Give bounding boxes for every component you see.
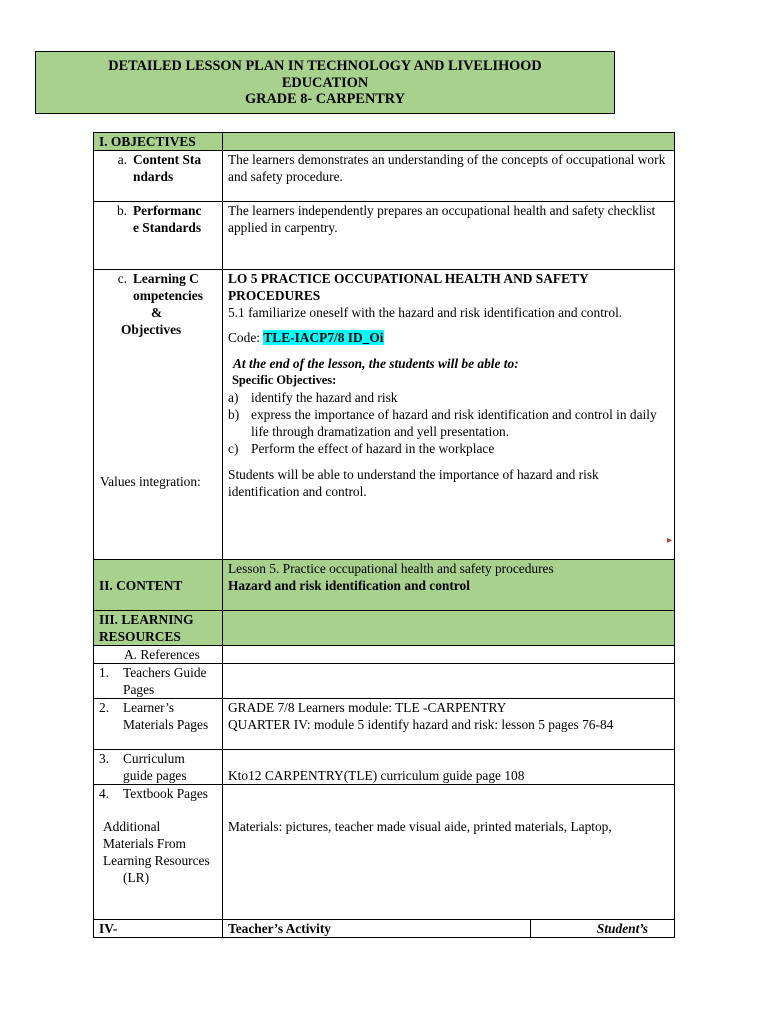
curriculum-guide-row: 3. Curriculum guide pages Kto12 CARPENTRY(TLE) curriculum guide page 108 bbox=[94, 750, 675, 785]
textbook-label: Textbook Pages bbox=[123, 786, 208, 801]
content-standards-num: a. bbox=[117, 152, 127, 167]
curriculum-guide-label: Curriculum guide pages bbox=[123, 751, 187, 783]
competencies-amp: & bbox=[151, 305, 163, 320]
code-value: TLE-IACP7/8 ID_Oi bbox=[263, 330, 384, 345]
objective-item-b: b) express the importance of hazard and risk identification and control in daily life through dramatization and yell presentation. bbox=[228, 407, 657, 439]
title-line-3: GRADE 8- CARPENTRY bbox=[245, 91, 405, 107]
learners-materials-label: Learner’s Materials Pages bbox=[123, 700, 209, 732]
curriculum-guide-text: Kto12 CARPENTRY(TLE) curriculum guide page 108 bbox=[223, 750, 675, 785]
objective-item-a: a) identify the hazard and risk bbox=[228, 390, 398, 405]
materials-text: Materials: pictures, teacher made visual aide, printed materials, Laptop, bbox=[228, 819, 612, 834]
performance-standards-text: The learners independently prepares an occupational health and safety checklist applied in carpentry. bbox=[223, 202, 675, 270]
code-label: Code: bbox=[228, 330, 264, 345]
teachers-guide-label: Teachers Guide Pages bbox=[123, 665, 207, 697]
lr-label: (LR) bbox=[123, 870, 150, 885]
lesson-plan-table bbox=[93, 132, 675, 938]
procedure-header-row bbox=[94, 920, 675, 938]
competencies-num: c. bbox=[117, 271, 127, 286]
learners-materials-text-2: QUARTER IV: module 5 identify hazard and risk: lesson 5 pages 76-84 bbox=[228, 717, 614, 732]
teacher-activity-heading: Teacher’s Activity bbox=[223, 920, 531, 938]
student-activity-heading: Student’s bbox=[531, 920, 675, 938]
title-line-2: EDUCATION bbox=[281, 74, 369, 91]
performance-standards-label: Performance Standards bbox=[133, 203, 202, 235]
resources-heading: III. LEARNING RESOURCES bbox=[94, 611, 223, 646]
references-row bbox=[94, 646, 675, 664]
references-label: A. References bbox=[94, 646, 223, 664]
edge-marker-icon: ▸ bbox=[667, 535, 673, 546]
title-line-1: DETAILED LESSON PLAN IN TECHNOLOGY AND LIVELIHOOD bbox=[108, 58, 542, 74]
objectives-header-row bbox=[94, 133, 675, 151]
competencies-row bbox=[94, 270, 675, 560]
performance-standards-num: b. bbox=[116, 203, 127, 218]
content-topic: Hazard and risk identification and control bbox=[228, 578, 470, 593]
content-standards-label: Content Standards bbox=[133, 152, 202, 184]
additional-materials-label: Additional Materials From Learning Resources bbox=[103, 819, 210, 868]
competencies-objectives-label: Objectives bbox=[121, 322, 182, 337]
content-lesson: Lesson 5. Practice occupational health and safety procedures bbox=[228, 561, 554, 576]
content-standards-row bbox=[94, 151, 675, 202]
objective-item-c: c) Perform the effect of hazard in the workplace bbox=[228, 441, 495, 456]
end-of-lesson-text: At the end of the lesson, the students will be able to: bbox=[233, 356, 519, 371]
code-line bbox=[228, 329, 669, 346]
lo-item: 5.1 familiarize oneself with the hazard and risk identification and control. bbox=[228, 305, 623, 320]
learners-materials-text-1: GRADE 7/8 Learners module: TLE -CARPENTRY bbox=[228, 700, 507, 715]
objectives-heading: I. OBJECTIVES bbox=[94, 133, 223, 151]
values-integration-text: Students will be able to understand the importance of hazard and risk identification and control. bbox=[228, 467, 599, 499]
values-integration-label: Values integration: bbox=[100, 474, 201, 489]
performance-standards-row bbox=[94, 202, 675, 270]
lo-title: LO 5 PRACTICE OCCUPATIONAL HEALTH AND SAFETY PROCEDURES bbox=[228, 271, 589, 303]
document-title bbox=[35, 51, 615, 114]
specific-objectives-label: Specific Objectives: bbox=[232, 373, 337, 387]
competencies-label: Learning Competencies bbox=[133, 271, 203, 303]
teachers-guide-row: 1. Teachers Guide Pages bbox=[94, 664, 675, 699]
content-row bbox=[94, 560, 675, 611]
resources-header-row bbox=[94, 611, 675, 646]
content-heading: II. CONTENT bbox=[94, 560, 223, 611]
textbook-row: 4. Textbook Pages Additional Materials From Learning Resources (LR) Materials: pictures, teacher made visual aide, printed materials, Laptop, bbox=[94, 785, 675, 920]
content-standards-text: The learners demonstrates an understanding of the concepts of occupational work and safety procedure. bbox=[223, 151, 675, 202]
procedure-heading: IV- bbox=[94, 920, 223, 938]
learners-materials-row: 2. Learner’s Materials Pages GRADE 7/8 Learners module: TLE -CARPENTRY QUARTER IV: module 5 identify hazard and risk: lesson 5 pages 76-84 bbox=[94, 699, 675, 750]
